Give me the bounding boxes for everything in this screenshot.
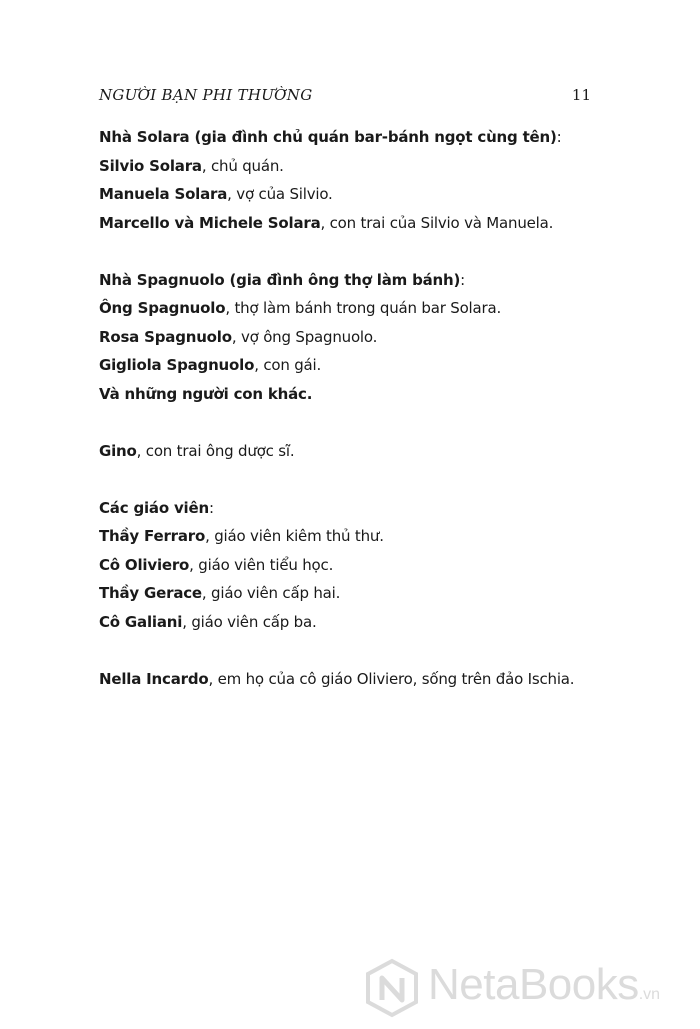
paragraph-gap [99, 636, 659, 665]
list-item: Silvio Solara, chủ quán. [99, 156, 284, 175]
paragraph-gap [99, 408, 659, 437]
list-item: Rosa Spagnuolo, vợ ông Spagnuolo. [99, 327, 378, 346]
group-heading-teachers: Các giáo viên: [99, 498, 214, 517]
list-item-nella: Nella Incardo, em họ của cô giáo Oliviero, sống trên đảo Ischia. [99, 669, 575, 688]
list-item: Gigliola Spagnuolo, con gái. [99, 356, 322, 374]
list-item: Thầy Gerace, giáo viên cấp hai. [99, 584, 341, 602]
list-item: Marcello và Michele Solara, con trai của Silvio và Manuela. [99, 213, 554, 232]
list-item: Và những người con khác. [99, 384, 313, 403]
list-item: Manuela Solara, vợ của Silvio. [99, 185, 333, 203]
watermark [362, 958, 692, 1010]
list-item: Thầy Ferraro, giáo viên kiêm thủ thư. [99, 527, 384, 545]
netabooks-logo-icon [362, 958, 422, 1018]
paragraph-gap [99, 465, 659, 494]
group-heading-solara: Nhà Solara (gia đình chủ quán bar-bánh ngọt cùng tên): [99, 128, 562, 146]
paragraph-gap [99, 237, 659, 266]
group-heading-spagnuolo: Nhà Spagnuolo (gia đình ông thợ làm bánh): [99, 270, 466, 289]
page-number: 11 [571, 86, 591, 104]
list-item-gino: Gino, con trai ông dược sĩ. [99, 441, 295, 460]
list-item: Cô Galiani, giáo viên cấp ba. [99, 612, 317, 631]
list-item: Ông Spagnuolo, thợ làm bánh trong quán bar Solara. [99, 299, 502, 317]
page-header [99, 86, 599, 110]
list-item: Cô Oliviero, giáo viên tiểu học. [99, 555, 334, 574]
character-list [99, 123, 659, 693]
running-title: NGƯỜI BẠN PHI THƯỜNG [99, 86, 313, 104]
watermark-text: NetaBooks.vn [428, 960, 661, 1009]
